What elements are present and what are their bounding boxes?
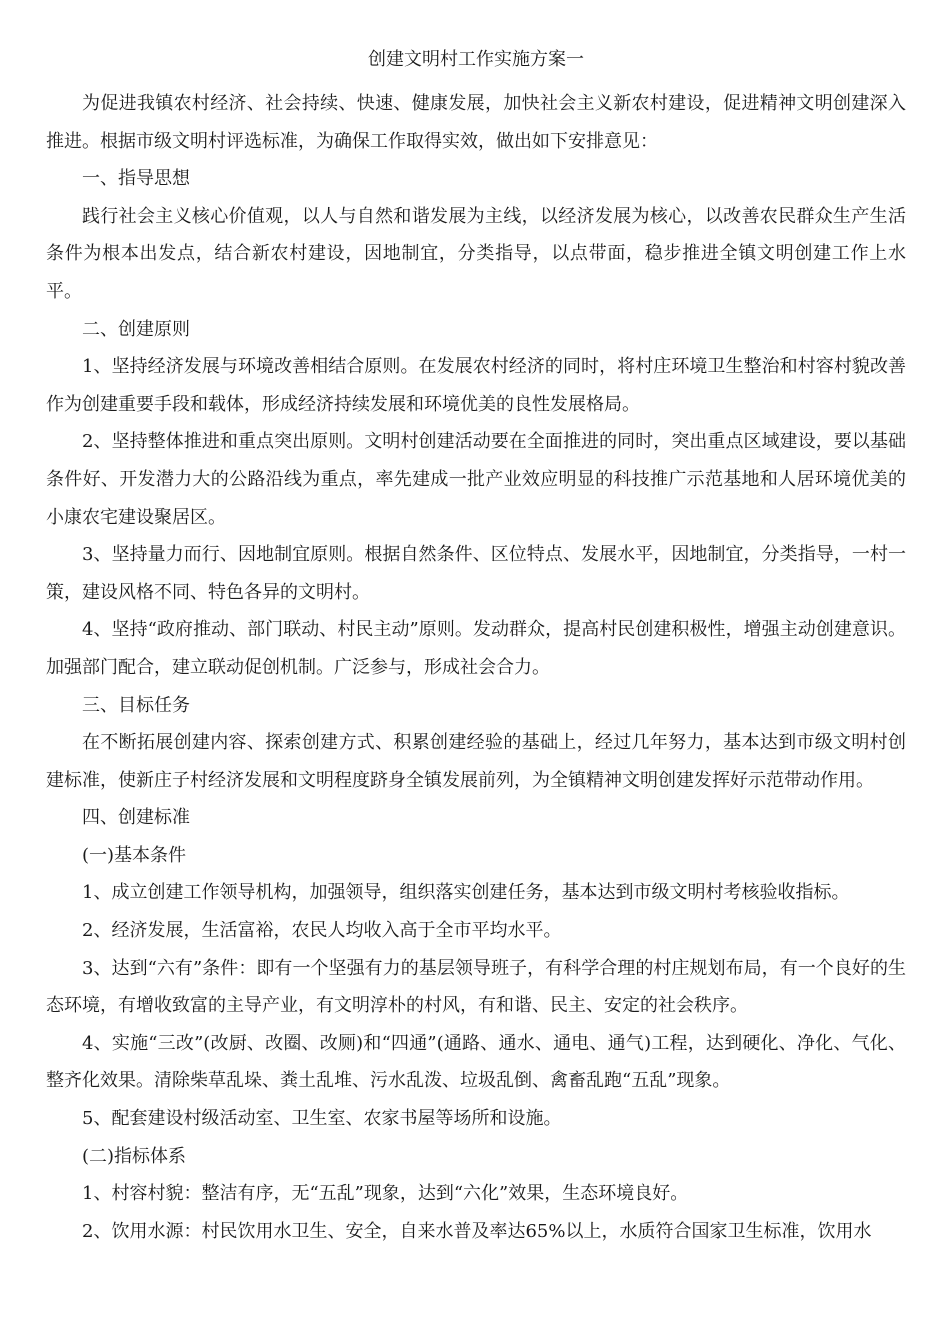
paragraph-goals: 在不断拓展创建内容、探索创建方式、积累创建经验的基础上，经过几年努力，基本达到市级文明村创建标准，使新庄子村经济发展和文明程度跻身全镇发展前列，为全镇精神文明创建发挥好示范带动作用。 [46,732,906,791]
heading-principles: 二、创建原则 [82,318,190,340]
document-body [46,85,906,1250]
paragraph-principle-4: 4、坚持“政府推动、部门联动、村民主动”原则。发动群众，提高村民创建积极性，增强主动创建意识。加强部门配合，建立联动促创机制。广泛参与，形成社会合力。 [46,619,906,678]
paragraph-condition-1: 1、成立创建工作领导机构，加强领导，组织落实创建任务，基本达到市级文明村考核验收指标。 [82,882,850,904]
paragraph-condition-3: 3、达到“六有”条件：即有一个坚强有力的基层领导班子，有科学合理的村庄规划布局，有一个良好的生态环境，有增收致富的主导产业，有文明淳朴的村风，有和谐、民主、安定的社会秩序。 [46,957,906,1017]
paragraph-indicator-2: 2、饮用水源：村民饮用水卫生、安全，自来水普及率达65%以上，水质符合国家卫生标准，饮用水 [82,1220,872,1242]
paragraph-principle-2: 2、坚持整体推进和重点突出原则。文明村创建活动要在全面推进的同时，突出重点区域建设，要以基础条件好、开发潜力大的公路沿线为重点，率先建成一批产业效应明显的科技推广示范基地和人居环境优美的小康农宅建设聚居区。 [46,431,906,528]
subheading-basic-conditions: (一)基本条件 [82,844,187,866]
paragraph-condition-2: 2、经济发展，生活富裕，农民人均收入高于全市平均水平。 [82,920,562,942]
paragraph-indicator-1: 1、村容村貌：整洁有序，无“五乱”现象，达到“六化”效果，生态环境良好。 [82,1183,689,1205]
document-title: 创建文明村工作实施方案一 [368,49,584,70]
paragraph-principle-3: 3、坚持量力而行、因地制宜原则。根据自然条件、区位特点、发展水平，因地制宜，分类指导，一村一策，建设风格不同、特色各异的文明村。 [46,544,906,603]
heading-goals: 三、目标任务 [82,694,190,716]
paragraph-condition-4: 4、实施“三改”(改厨、改圈、改厕)和“四通”(通路、通水、通电、通气)工程，达到硬化、净化、气化、整齐化效果。清除柴草乱垛、粪土乱堆、污水乱泼、垃圾乱倒、禽畜乱跑“五乱”现象。 [46,1032,906,1092]
paragraph-guiding-ideology: 践行社会主义核心价值观，以人与自然和谐发展为主线，以经济发展为核心，以改善农民群众生产生活条件为根本出发点，结合新农村建设，因地制宜，分类指导，以点带面，稳步推进全镇文明创建工作上水平。 [46,205,906,302]
paragraph-condition-5: 5、配套建设村级活动室、卫生室、农家书屋等场所和设施。 [82,1108,562,1130]
heading-standards: 四、创建标准 [82,807,190,829]
paragraph-principle-1: 1、坚持经济发展与环境改善相结合原则。在发展农村经济的同时，将村庄环境卫生整治和村容村貌改善作为创建重要手段和载体，形成经济持续发展和环境优美的良性发展格局。 [46,356,906,415]
subheading-indicator-system: (二)指标体系 [82,1145,187,1167]
heading-guiding-ideology: 一、指导思想 [82,168,190,190]
paragraph-intro: 为促进我镇农村经济、社会持续、快速、健康发展，加快社会主义新农村建设，促进精神文明创建深入推进。根据市级文明村评选标准，为确保工作取得实效，做出如下安排意见： [46,93,906,152]
